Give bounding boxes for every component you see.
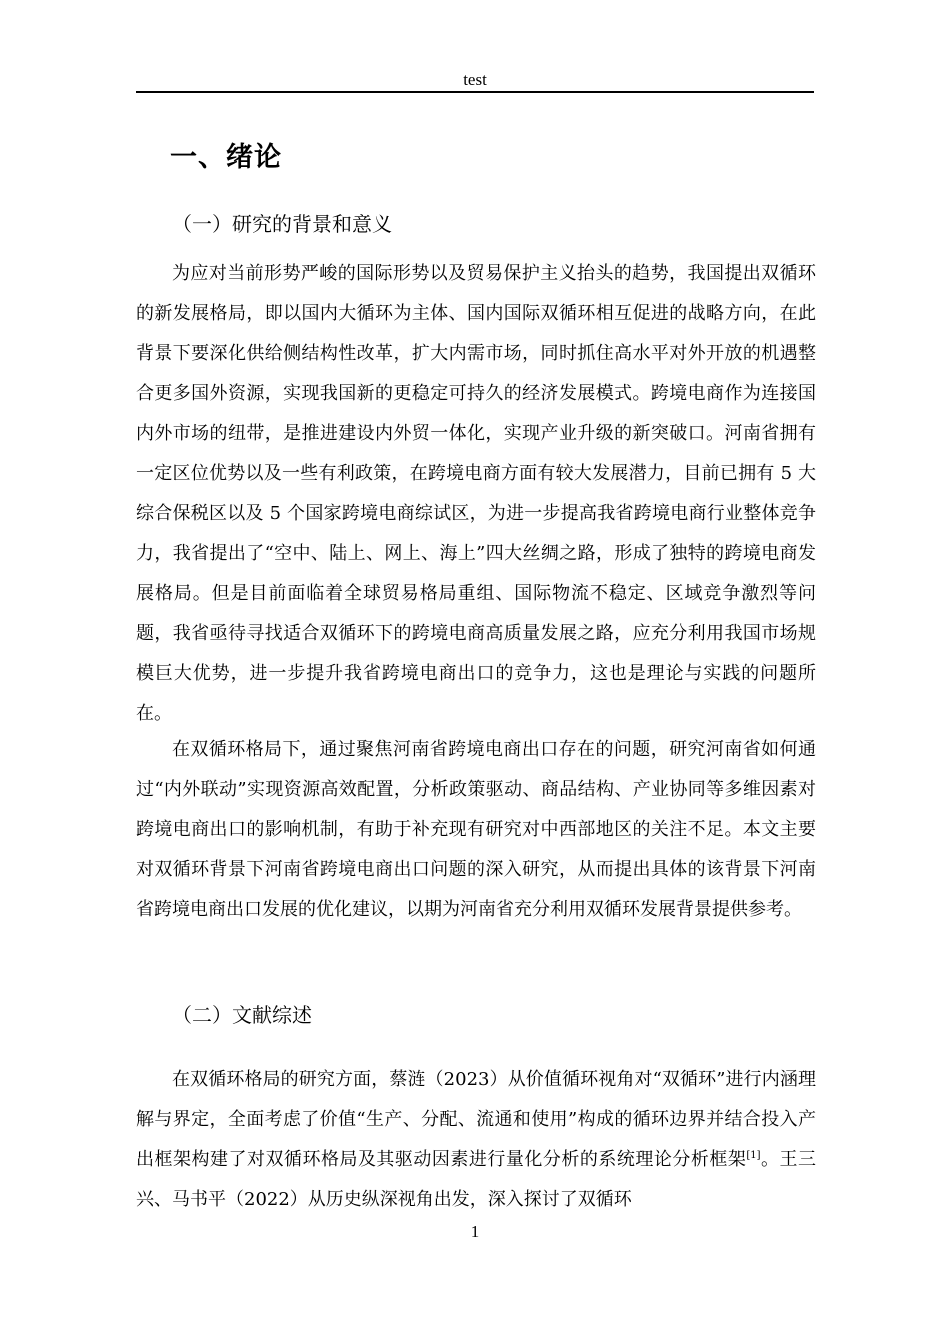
paragraph-text: 。王三兴、马书平（2022）从历史纵深视角出发，深入探讨了双循环: [136, 1149, 817, 1210]
section-heading-literature: （二）文献综述: [172, 1003, 312, 1027]
page-number: 1: [470, 1222, 480, 1241]
header-rule: [136, 91, 814, 93]
citation-ref[interactable]: [1]: [746, 1150, 761, 1161]
chapter-title: 一、绪论: [170, 142, 282, 173]
paragraph-background-2: 在双循环格局下，通过聚焦河南省跨境电商出口存在的问题，研究河南省如何通过“内外联动”实现资源高效配置，分析政策驱动、商品结构、产业协同等多维因素对跨境电商出口的影响机制，有助于补充现有研究对中西部地区的关注不足。本文主要对双循环背景下河南省跨境电商出口问题的深入研究，从而提出具体的该背景下河南省跨境电商出口发展的优化建议，以期为河南省充分利用双循环发展背景提供参考。: [136, 739, 816, 920]
paragraph-text: 在双循环格局的研究方面，蔡涟（2023）从价值循环视角对“双循环”进行内涵理解与界定，全面考虑了价值“生产、分配、流通和使用”构成的循环边界并结合投入产出框架构建了对双循环格局及其驱动因素进行量化分析的系统理论分析框架: [136, 1069, 816, 1170]
page-header: test: [463, 70, 487, 89]
paragraph-literature-1: [136, 1060, 816, 1220]
paragraph-background-1: 为应对当前形势严峻的国际形势以及贸易保护主义抬头的趋势，我国提出双循环的新发展格局，即以国内大循环为主体、国内国际双循环相互促进的战略方向，在此背景下要深化供给侧结构性改革，扩大内需市场，同时抓住高水平对外开放的机遇整合更多国外资源，实现我国新的更稳定可持久的经济发展模式。跨境电商作为连接国内外市场的纽带，是推进建设内外贸一体化，实现产业升级的新突破口。河南省拥有一定区位优势以及一些有利政策，在跨境电商方面有较大发展潜力，目前已拥有 5 大综合保税区以及 5 个国家跨境电商综试区，为进一步提高我省跨境电商行业整体竞争力，我省提出了“空中、陆上、网上、海上”四大丝绸之路，形成了独特的跨境电商发展格局。但是目前面临着全球贸易格局重组、国际物流不稳定、区域竞争激烈等问题，我省亟待寻找适合双循环下的跨境电商高质量发展之路，应充分利用我国市场规模巨大优势，进一步提升我省跨境电商出口的竞争力，这也是理论与实践的问题所在。: [136, 263, 816, 724]
section-heading-background: （一）研究的背景和意义: [172, 212, 392, 236]
